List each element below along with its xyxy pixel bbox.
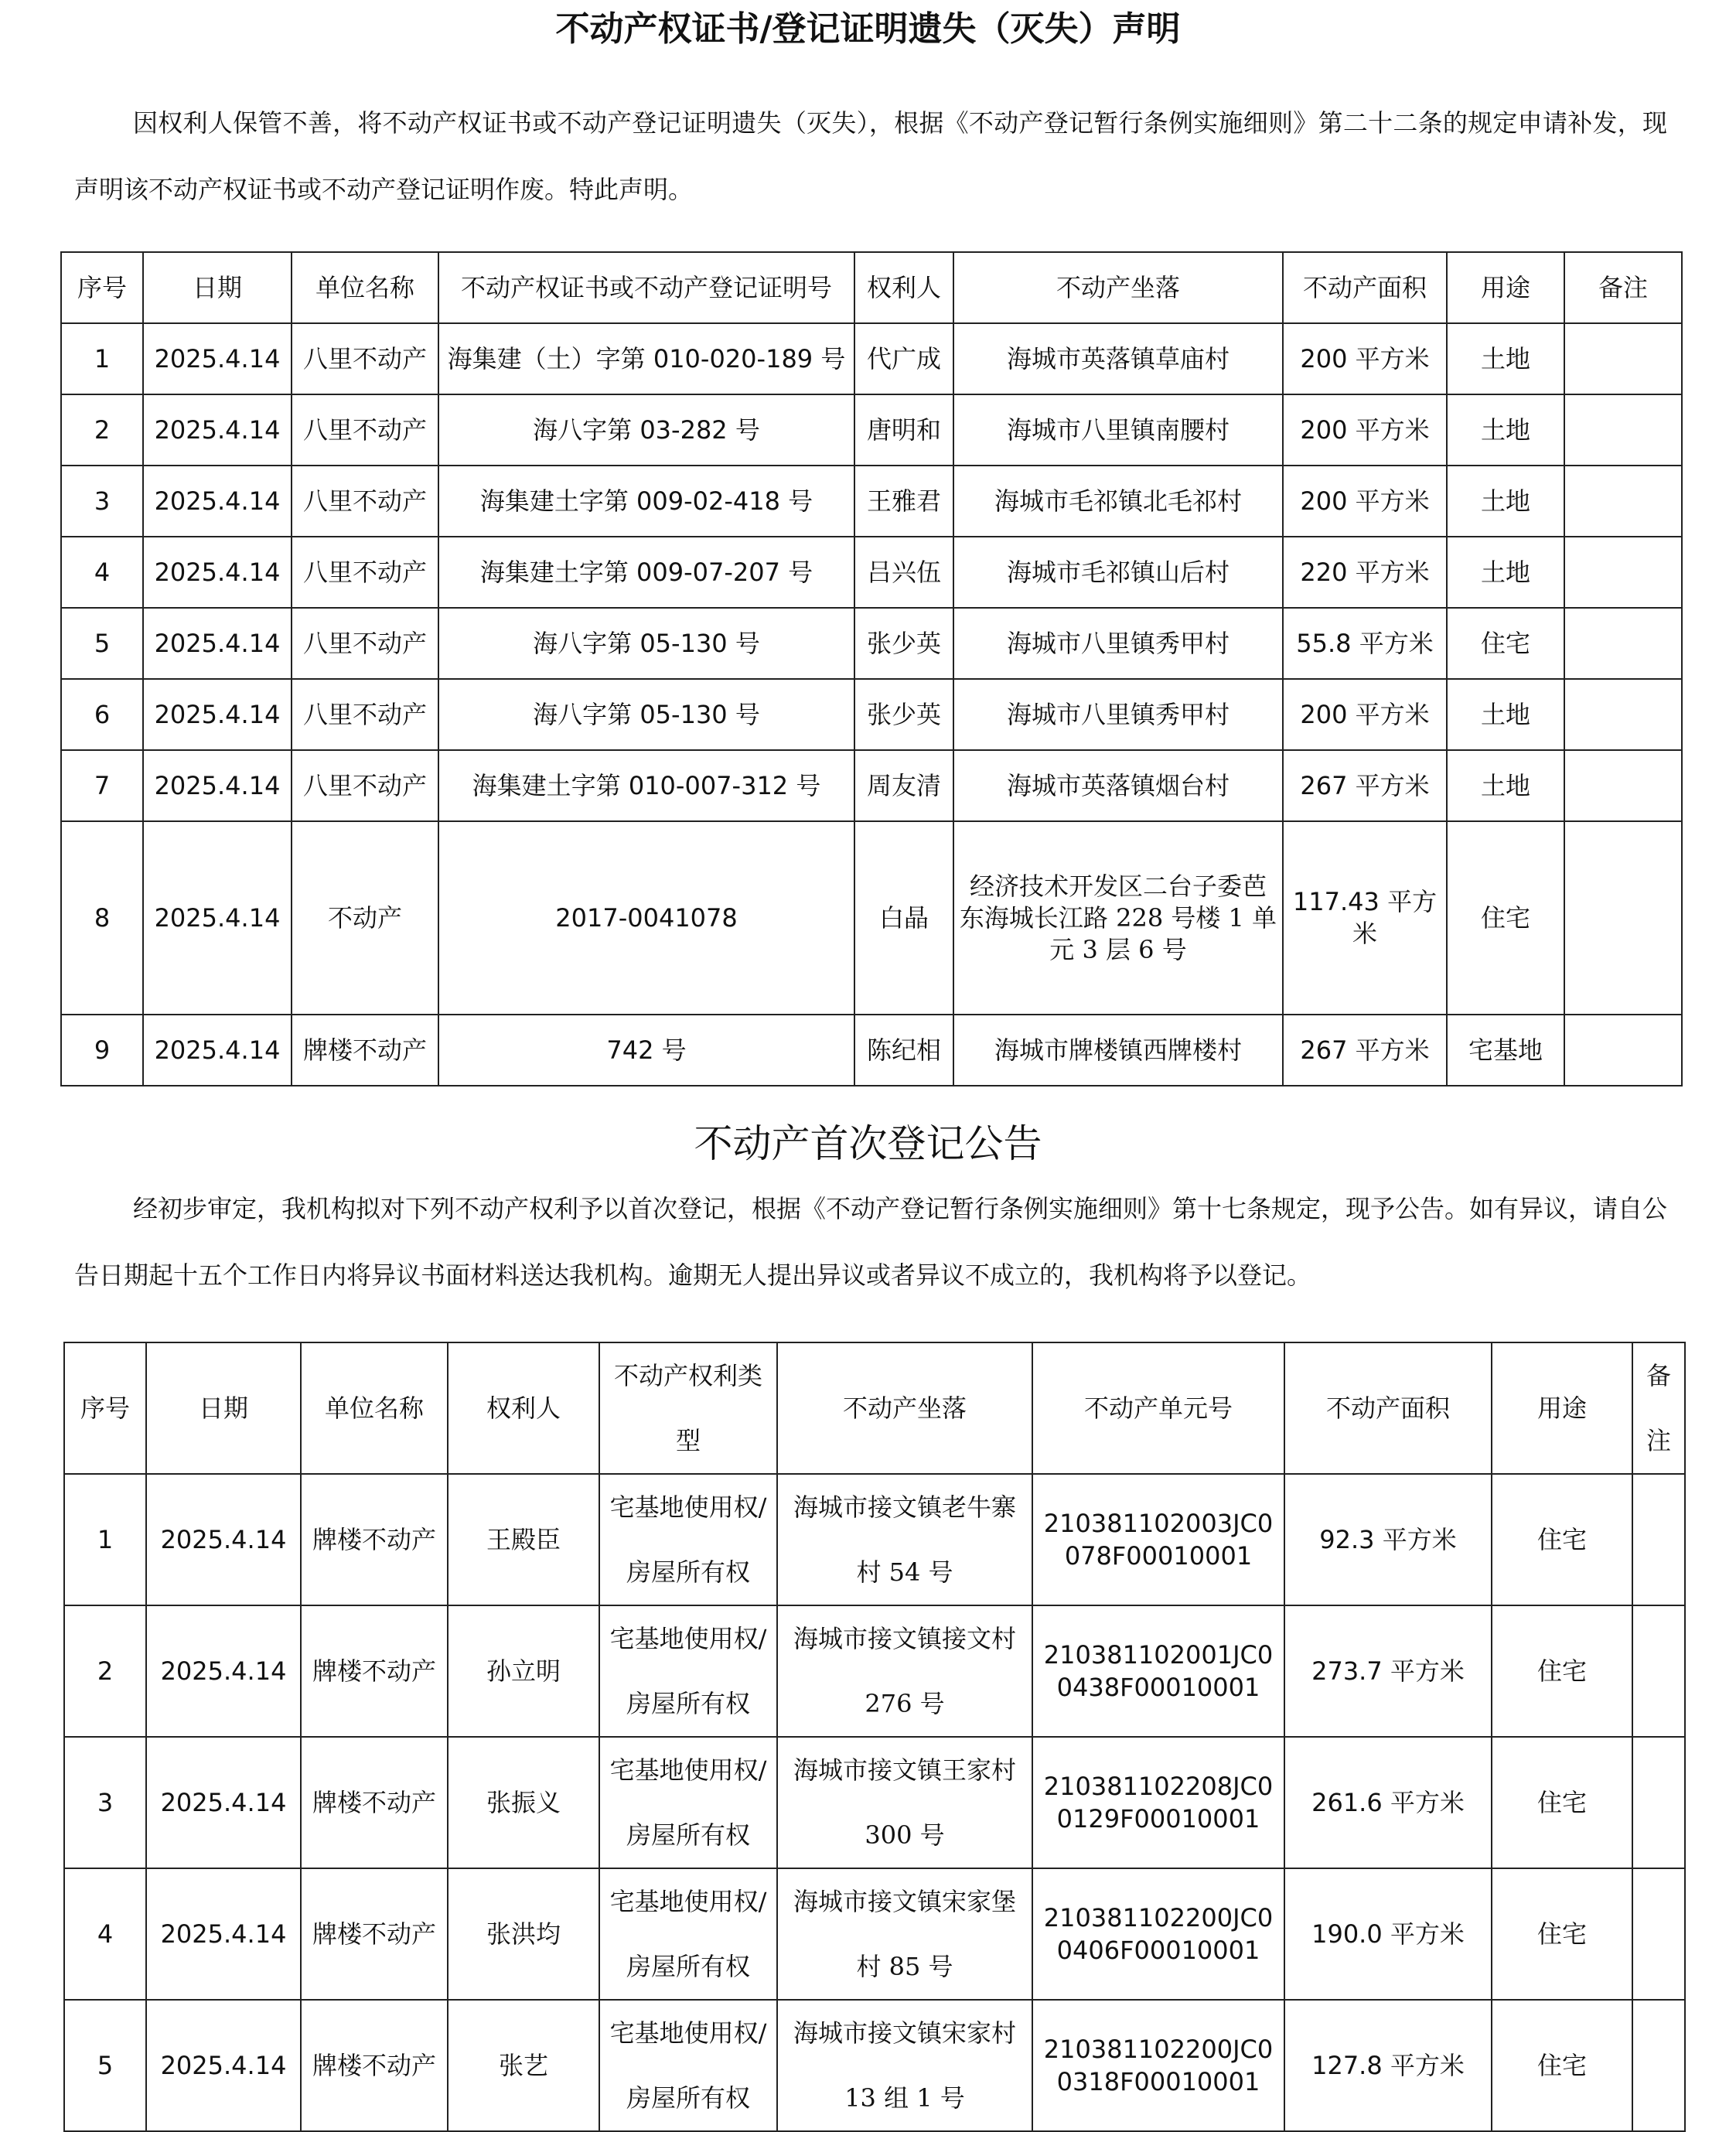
- row-use: 土地: [1447, 394, 1564, 466]
- row-number: 9: [61, 1015, 143, 1086]
- row-date: 2025.4.14: [143, 323, 292, 394]
- row-right-type: 宅基地使用权/房屋所有权: [599, 1868, 777, 2000]
- row-unit: 牌楼不动产: [301, 1737, 448, 1868]
- column-header: 不动产面积: [1283, 252, 1447, 323]
- row-number: 6: [61, 679, 143, 750]
- row-unit: 八里不动产: [292, 608, 438, 679]
- row-number: 5: [61, 608, 143, 679]
- row-number: 4: [61, 537, 143, 608]
- row-date: 2025.4.14: [146, 1737, 301, 1868]
- row-owner: 孙立明: [448, 1605, 599, 1737]
- row-note: [1564, 821, 1682, 1015]
- row-use: 住宅: [1447, 821, 1564, 1015]
- row-owner: 陈纪相: [854, 1015, 953, 1086]
- column-header: 序号: [61, 252, 143, 323]
- column-header: 权利人: [854, 252, 953, 323]
- row-number: 5: [64, 2000, 146, 2131]
- row-location: 海城市接文镇宋家村 13 组 1 号: [777, 2000, 1032, 2131]
- row-owner: 周友清: [854, 750, 953, 821]
- row-note: [1564, 679, 1682, 750]
- row-owner: 王雅君: [854, 466, 953, 537]
- row-location: 海城市英落镇草庙村: [953, 323, 1283, 394]
- row-certificate: 海集建土字第 009-07-207 号: [438, 537, 854, 608]
- row-owner: 吕兴伍: [854, 537, 953, 608]
- column-header: 不动产权利类型: [599, 1342, 777, 1474]
- row-area: 267 平方米: [1283, 750, 1447, 821]
- row-area: 127.8 平方米: [1284, 2000, 1492, 2131]
- row-area: 117.43 平方米: [1283, 821, 1447, 1015]
- table-row: [64, 1474, 1685, 1605]
- row-number: 8: [61, 821, 143, 1015]
- row-date: 2025.4.14: [143, 821, 292, 1015]
- row-certificate: 海八字第 05-130 号: [438, 608, 854, 679]
- row-note: [1632, 1474, 1685, 1605]
- row-number: 1: [64, 1474, 146, 1605]
- row-location: 海城市接文镇接文村 276 号: [777, 1605, 1032, 1737]
- row-location: 海城市接文镇老牛寨村 54 号: [777, 1474, 1032, 1605]
- row-location: 海城市毛祁镇北毛祁村: [953, 466, 1283, 537]
- row-area: 200 平方米: [1283, 466, 1447, 537]
- row-date: 2025.4.14: [143, 394, 292, 466]
- row-date: 2025.4.14: [143, 608, 292, 679]
- row-note: [1632, 1737, 1685, 1868]
- row-note: [1564, 608, 1682, 679]
- row-area: 220 平方米: [1283, 537, 1447, 608]
- row-area: 273.7 平方米: [1284, 1605, 1492, 1737]
- row-right-type: 宅基地使用权/房屋所有权: [599, 1474, 777, 1605]
- row-certificate: 海集建（土）字第 010-020-189 号: [438, 323, 854, 394]
- column-header: 用途: [1447, 252, 1564, 323]
- column-header: 日期: [146, 1342, 301, 1474]
- column-header: 用途: [1492, 1342, 1632, 1474]
- row-area: 267 平方米: [1283, 1015, 1447, 1086]
- row-unit-number: 210381102200JC00318F00010001: [1032, 2000, 1284, 2131]
- row-use: 土地: [1447, 750, 1564, 821]
- row-note: [1632, 1868, 1685, 2000]
- column-header: 不动产权证书或不动产登记证明号: [438, 252, 854, 323]
- row-owner: 代广成: [854, 323, 953, 394]
- row-right-type: 宅基地使用权/房屋所有权: [599, 1737, 777, 1868]
- table-row: [61, 821, 1682, 1015]
- row-number: 4: [64, 1868, 146, 2000]
- row-location: 海城市八里镇秀甲村: [953, 608, 1283, 679]
- table-row: [61, 394, 1682, 466]
- row-use: 住宅: [1492, 1868, 1632, 2000]
- row-unit-number: 210381102200JC00406F00010001: [1032, 1868, 1284, 2000]
- row-use: 住宅: [1492, 2000, 1632, 2131]
- column-header: 单位名称: [292, 252, 438, 323]
- row-owner: 张艺: [448, 2000, 599, 2131]
- row-owner: 张振义: [448, 1737, 599, 1868]
- row-unit: 八里不动产: [292, 394, 438, 466]
- row-certificate: 2017-0041078: [438, 821, 854, 1015]
- row-unit-number: 210381102208JC00129F00010001: [1032, 1737, 1284, 1868]
- table-row: [61, 466, 1682, 537]
- table-header-row: [64, 1342, 1685, 1474]
- row-unit: 牌楼不动产: [301, 1605, 448, 1737]
- row-number: 2: [61, 394, 143, 466]
- row-note: [1564, 1015, 1682, 1086]
- row-area: 261.6 平方米: [1284, 1737, 1492, 1868]
- column-header: 不动产单元号: [1032, 1342, 1284, 1474]
- column-header: 不动产坐落: [777, 1342, 1032, 1474]
- row-area: 92.3 平方米: [1284, 1474, 1492, 1605]
- row-number: 7: [61, 750, 143, 821]
- row-date: 2025.4.14: [143, 537, 292, 608]
- row-date: 2025.4.14: [143, 1015, 292, 1086]
- row-note: [1632, 2000, 1685, 2131]
- table-row: [61, 750, 1682, 821]
- row-use: 土地: [1447, 537, 1564, 608]
- row-number: 2: [64, 1605, 146, 1737]
- row-owner: 张少英: [854, 608, 953, 679]
- row-use: 土地: [1447, 679, 1564, 750]
- row-location: 海城市毛祁镇山后村: [953, 537, 1283, 608]
- row-location: 海城市八里镇秀甲村: [953, 679, 1283, 750]
- row-certificate: 海八字第 05-130 号: [438, 679, 854, 750]
- row-use: 住宅: [1447, 608, 1564, 679]
- table-row: [64, 1868, 1685, 2000]
- table-row: [64, 1605, 1685, 1737]
- row-unit: 不动产: [292, 821, 438, 1015]
- column-header: 不动产面积: [1284, 1342, 1492, 1474]
- row-note: [1632, 1605, 1685, 1737]
- row-location: 海城市八里镇南腰村: [953, 394, 1283, 466]
- row-certificate: 742 号: [438, 1015, 854, 1086]
- row-unit: 牌楼不动产: [301, 2000, 448, 2131]
- row-unit: 牌楼不动产: [292, 1015, 438, 1086]
- row-area: 200 平方米: [1283, 679, 1447, 750]
- row-unit: 八里不动产: [292, 679, 438, 750]
- row-use: 土地: [1447, 323, 1564, 394]
- row-certificate: 海集建土字第 010-007-312 号: [438, 750, 854, 821]
- column-header: 日期: [143, 252, 292, 323]
- row-owner: 王殿臣: [448, 1474, 599, 1605]
- first-registration-paragraph: 经初步审定，我机构拟对下列不动产权利予以首次登记，根据《不动产登记暂行条例实施细则》第十七条规定，现予公告。如有异议，请自公告日期起十五个工作日内将异议书面材料送达我机构。逾期无人提出异议或者异议不成立的，我机构将予以登记。: [74, 1194, 1668, 1290]
- row-owner: 张洪均: [448, 1868, 599, 2000]
- row-unit: 牌楼不动产: [301, 1868, 448, 2000]
- row-number: 3: [64, 1737, 146, 1868]
- row-location: 经济技术开发区二台子委芭东海城长江路 228 号楼 1 单元 3 层 6 号: [953, 821, 1283, 1015]
- row-unit: 八里不动产: [292, 750, 438, 821]
- row-area: 200 平方米: [1283, 394, 1447, 466]
- column-header: 不动产坐落: [953, 252, 1283, 323]
- table-row: [61, 537, 1682, 608]
- row-number: 1: [61, 323, 143, 394]
- column-header: 备注: [1632, 1342, 1685, 1474]
- table-row: [61, 1015, 1682, 1086]
- first-registration-title: 不动产首次登记公告: [694, 1121, 1042, 1166]
- row-unit: 八里不动产: [292, 537, 438, 608]
- table-header-row: [61, 252, 1682, 323]
- column-header: 权利人: [448, 1342, 599, 1474]
- row-certificate: 海集建土字第 009-02-418 号: [438, 466, 854, 537]
- row-location: 海城市英落镇烟台村: [953, 750, 1283, 821]
- column-header: 单位名称: [301, 1342, 448, 1474]
- row-use: 住宅: [1492, 1474, 1632, 1605]
- row-unit: 八里不动产: [292, 323, 438, 394]
- row-date: 2025.4.14: [146, 1474, 301, 1605]
- row-unit-number: 210381102003JC0078F00010001: [1032, 1474, 1284, 1605]
- row-owner: 白晶: [854, 821, 953, 1015]
- row-right-type: 宅基地使用权/房屋所有权: [599, 2000, 777, 2131]
- row-date: 2025.4.14: [143, 466, 292, 537]
- row-unit: 八里不动产: [292, 466, 438, 537]
- table-row: [64, 1737, 1685, 1868]
- row-use: 土地: [1447, 466, 1564, 537]
- row-date: 2025.4.14: [143, 679, 292, 750]
- table-row: [61, 323, 1682, 394]
- loss-notice-title: 不动产权证书/登记证明遗失（灭失）声明: [555, 9, 1181, 49]
- loss-notice-paragraph: 因权利人保管不善，将不动产权证书或不动产登记证明遗失（灭失），根据《不动产登记暂行条例实施细则》第二十二条的规定申请补发，现声明该不动产权证书或不动产登记证明作废。特此声明。: [74, 108, 1667, 204]
- row-unit: 牌楼不动产: [301, 1474, 448, 1605]
- row-location: 海城市牌楼镇西牌楼村: [953, 1015, 1283, 1086]
- row-unit-number: 210381102001JC00438F00010001: [1032, 1605, 1284, 1737]
- row-note: [1564, 466, 1682, 537]
- row-note: [1564, 323, 1682, 394]
- row-area: 190.0 平方米: [1284, 1868, 1492, 2000]
- table-row: [64, 2000, 1685, 2131]
- table-row: [61, 608, 1682, 679]
- column-header: 序号: [64, 1342, 146, 1474]
- table-row: [61, 679, 1682, 750]
- row-note: [1564, 537, 1682, 608]
- column-header: 备注: [1564, 252, 1682, 323]
- row-date: 2025.4.14: [146, 1868, 301, 2000]
- row-certificate: 海八字第 03-282 号: [438, 394, 854, 466]
- row-use: 住宅: [1492, 1737, 1632, 1868]
- row-use: 住宅: [1492, 1605, 1632, 1737]
- row-note: [1564, 750, 1682, 821]
- row-area: 55.8 平方米: [1283, 608, 1447, 679]
- row-right-type: 宅基地使用权/房屋所有权: [599, 1605, 777, 1737]
- loss-notice-table: [60, 251, 1683, 1086]
- row-owner: 张少英: [854, 679, 953, 750]
- row-location: 海城市接文镇王家村 300 号: [777, 1737, 1032, 1868]
- row-date: 2025.4.14: [146, 2000, 301, 2131]
- row-date: 2025.4.14: [146, 1605, 301, 1737]
- row-number: 3: [61, 466, 143, 537]
- first-registration-table: [63, 1342, 1686, 2132]
- row-owner: 唐明和: [854, 394, 953, 466]
- row-use: 宅基地: [1447, 1015, 1564, 1086]
- row-location: 海城市接文镇宋家堡村 85 号: [777, 1868, 1032, 2000]
- row-date: 2025.4.14: [143, 750, 292, 821]
- row-area: 200 平方米: [1283, 323, 1447, 394]
- row-note: [1564, 394, 1682, 466]
